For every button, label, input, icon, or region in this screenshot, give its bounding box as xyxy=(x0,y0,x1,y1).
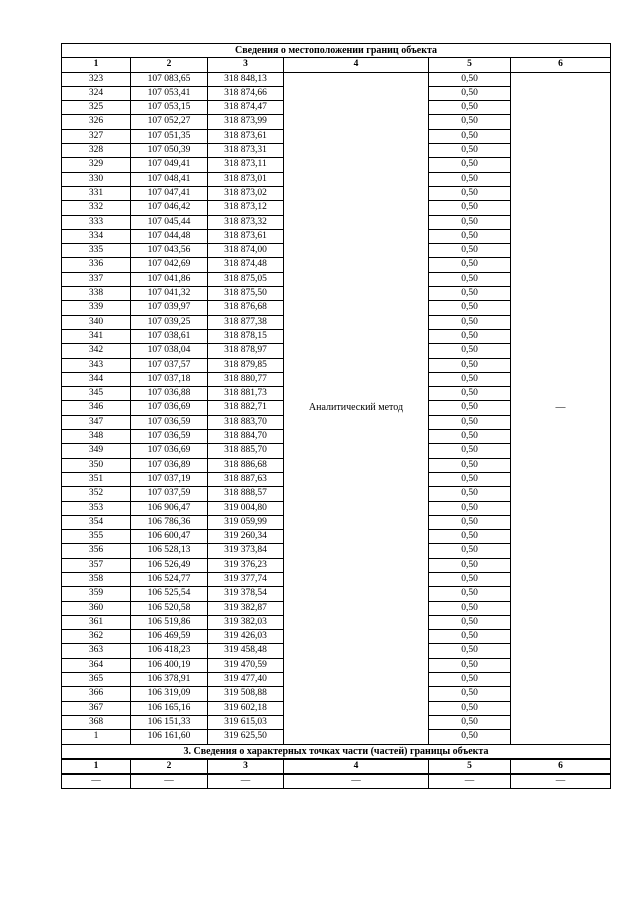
coordinate-y: 318 875,50 xyxy=(208,287,284,301)
coordinate-y: 318 886,68 xyxy=(208,458,284,472)
column-number: 5 xyxy=(429,58,511,72)
accuracy-value: 0,50 xyxy=(429,272,511,286)
accuracy-value: 0,50 xyxy=(429,201,511,215)
accuracy-value: 0,50 xyxy=(429,301,511,315)
coordinate-x: 107 045,44 xyxy=(131,215,208,229)
accuracy-value: 0,50 xyxy=(429,701,511,715)
accuracy-value: 0,50 xyxy=(429,601,511,615)
column-number: 4 xyxy=(284,58,429,72)
coordinate-x: 106 600,47 xyxy=(131,530,208,544)
accuracy-value: 0,50 xyxy=(429,444,511,458)
coordinate-y: 319 602,18 xyxy=(208,701,284,715)
accuracy-value: 0,50 xyxy=(429,658,511,672)
column-number-row xyxy=(62,58,611,72)
coordinate-x: 107 036,69 xyxy=(131,444,208,458)
point-number: 324 xyxy=(62,86,131,100)
accuracy-value: 0,50 xyxy=(429,501,511,515)
coordinate-y: 319 382,03 xyxy=(208,615,284,629)
coordinate-y: 318 873,02 xyxy=(208,186,284,200)
point-number: 362 xyxy=(62,630,131,644)
coordinate-x: 107 046,42 xyxy=(131,201,208,215)
column-number: 2 xyxy=(131,759,208,774)
empty-value-dash: — xyxy=(429,774,511,789)
coordinate-x: 107 041,86 xyxy=(131,272,208,286)
accuracy-value: 0,50 xyxy=(429,372,511,386)
point-number: 336 xyxy=(62,258,131,272)
point-number: 329 xyxy=(62,158,131,172)
point-number: 356 xyxy=(62,544,131,558)
coordinate-y: 318 882,71 xyxy=(208,401,284,415)
point-number: 341 xyxy=(62,329,131,343)
accuracy-value: 0,50 xyxy=(429,644,511,658)
coordinate-y: 319 458,48 xyxy=(208,644,284,658)
coordinate-x: 106 524,77 xyxy=(131,572,208,586)
section3-column-number-row xyxy=(62,759,611,774)
accuracy-value: 0,50 xyxy=(429,215,511,229)
empty-value-dash: — xyxy=(62,774,131,789)
accuracy-value: 0,50 xyxy=(429,401,511,415)
accuracy-value: 0,50 xyxy=(429,172,511,186)
coordinate-y: 318 873,12 xyxy=(208,201,284,215)
coordinate-y: 318 874,48 xyxy=(208,258,284,272)
point-number: 339 xyxy=(62,301,131,315)
coordinate-x: 107 036,88 xyxy=(131,387,208,401)
coordinate-y: 318 879,85 xyxy=(208,358,284,372)
point-number: 349 xyxy=(62,444,131,458)
point-number: 333 xyxy=(62,215,131,229)
column-number: 6 xyxy=(511,759,611,774)
point-number: 338 xyxy=(62,287,131,301)
accuracy-value: 0,50 xyxy=(429,387,511,401)
coordinate-y: 318 874,00 xyxy=(208,244,284,258)
accuracy-value: 0,50 xyxy=(429,630,511,644)
coordinate-y: 319 508,88 xyxy=(208,687,284,701)
column-number: 5 xyxy=(429,759,511,774)
coordinate-y: 318 873,11 xyxy=(208,158,284,172)
accuracy-value: 0,50 xyxy=(429,86,511,100)
point-number: 366 xyxy=(62,687,131,701)
point-number: 351 xyxy=(62,472,131,486)
coordinate-y: 318 873,32 xyxy=(208,215,284,229)
point-number: 352 xyxy=(62,487,131,501)
point-number: 346 xyxy=(62,401,131,415)
coordinate-x: 107 038,04 xyxy=(131,344,208,358)
coordinate-y: 318 887,63 xyxy=(208,472,284,486)
point-number: 330 xyxy=(62,172,131,186)
point-number: 358 xyxy=(62,572,131,586)
column-number: 1 xyxy=(62,759,131,774)
accuracy-value: 0,50 xyxy=(429,544,511,558)
point-number: 365 xyxy=(62,673,131,687)
coordinate-x: 106 319,09 xyxy=(131,687,208,701)
point-number: 350 xyxy=(62,458,131,472)
coordinate-x: 106 786,36 xyxy=(131,515,208,529)
point-number: 343 xyxy=(62,358,131,372)
point-number: 1 xyxy=(62,730,131,744)
empty-value-dash: — xyxy=(131,774,208,789)
coordinate-x: 107 050,39 xyxy=(131,144,208,158)
column-number: 4 xyxy=(284,759,429,774)
coordinate-x: 106 400,19 xyxy=(131,658,208,672)
column-number: 3 xyxy=(208,58,284,72)
coordinate-y: 318 874,47 xyxy=(208,101,284,115)
coordinate-x: 106 151,33 xyxy=(131,715,208,729)
point-number: 340 xyxy=(62,315,131,329)
coordinate-y: 319 377,74 xyxy=(208,572,284,586)
coordinate-x: 107 044,48 xyxy=(131,229,208,243)
accuracy-value: 0,50 xyxy=(429,515,511,529)
coordinate-x: 106 520,58 xyxy=(131,601,208,615)
point-number: 328 xyxy=(62,144,131,158)
accuracy-value: 0,50 xyxy=(429,129,511,143)
accuracy-value: 0,50 xyxy=(429,72,511,86)
table-row xyxy=(62,72,611,86)
coordinate-x: 107 052,27 xyxy=(131,115,208,129)
coordinate-y: 319 260,34 xyxy=(208,530,284,544)
empty-value-dash: — xyxy=(284,774,429,789)
accuracy-value: 0,50 xyxy=(429,572,511,586)
point-number: 323 xyxy=(62,72,131,86)
point-number: 354 xyxy=(62,515,131,529)
coordinate-x: 106 526,49 xyxy=(131,558,208,572)
coordinate-y: 319 373,84 xyxy=(208,544,284,558)
coordinate-y: 319 625,50 xyxy=(208,730,284,744)
point-number: 353 xyxy=(62,501,131,515)
point-number: 326 xyxy=(62,115,131,129)
accuracy-value: 0,50 xyxy=(429,315,511,329)
coordinate-y: 318 883,70 xyxy=(208,415,284,429)
coordinate-x: 107 041,32 xyxy=(131,287,208,301)
coordinate-y: 318 888,57 xyxy=(208,487,284,501)
coordinate-y: 319 382,87 xyxy=(208,601,284,615)
accuracy-value: 0,50 xyxy=(429,587,511,601)
section-header-row xyxy=(62,44,611,58)
column-number: 2 xyxy=(131,58,208,72)
accuracy-value: 0,50 xyxy=(429,487,511,501)
section3-row xyxy=(62,774,611,789)
coordinate-x: 107 038,61 xyxy=(131,329,208,343)
coordinate-y: 319 378,54 xyxy=(208,587,284,601)
coordinate-y: 319 477,40 xyxy=(208,673,284,687)
point-number: 342 xyxy=(62,344,131,358)
coordinate-x: 107 042,69 xyxy=(131,258,208,272)
boundary-table xyxy=(61,43,611,789)
point-number: 327 xyxy=(62,129,131,143)
coordinate-y: 318 885,70 xyxy=(208,444,284,458)
accuracy-value: 0,50 xyxy=(429,144,511,158)
accuracy-value: 0,50 xyxy=(429,458,511,472)
point-number: 348 xyxy=(62,430,131,444)
coordinate-x: 107 053,15 xyxy=(131,101,208,115)
point-number: 334 xyxy=(62,229,131,243)
coordinate-y: 319 615,03 xyxy=(208,715,284,729)
point-number: 332 xyxy=(62,201,131,215)
point-number: 357 xyxy=(62,558,131,572)
accuracy-value: 0,50 xyxy=(429,244,511,258)
column-6-value: — xyxy=(511,72,611,744)
coordinate-x: 107 047,41 xyxy=(131,186,208,200)
coordinate-x: 106 469,59 xyxy=(131,630,208,644)
point-number: 331 xyxy=(62,186,131,200)
coordinate-x: 107 036,69 xyxy=(131,401,208,415)
coordinate-x: 107 039,97 xyxy=(131,301,208,315)
empty-value-dash: — xyxy=(511,774,611,789)
coordinate-y: 319 004,80 xyxy=(208,501,284,515)
coordinate-x: 107 037,19 xyxy=(131,472,208,486)
coordinate-x: 106 906,47 xyxy=(131,501,208,515)
coordinate-x: 106 528,13 xyxy=(131,544,208,558)
coordinate-x: 107 043,56 xyxy=(131,244,208,258)
empty-value-dash: — xyxy=(208,774,284,789)
coordinate-x: 107 053,41 xyxy=(131,86,208,100)
column-number: 6 xyxy=(511,58,611,72)
coordinate-y: 318 881,73 xyxy=(208,387,284,401)
accuracy-value: 0,50 xyxy=(429,472,511,486)
coordinate-y: 318 873,61 xyxy=(208,129,284,143)
accuracy-value: 0,50 xyxy=(429,730,511,744)
coordinate-y: 318 880,77 xyxy=(208,372,284,386)
accuracy-value: 0,50 xyxy=(429,358,511,372)
point-number: 363 xyxy=(62,644,131,658)
accuracy-value: 0,50 xyxy=(429,287,511,301)
coordinate-x: 106 165,16 xyxy=(131,701,208,715)
coordinate-x: 106 525,54 xyxy=(131,587,208,601)
coordinate-x: 106 519,86 xyxy=(131,615,208,629)
coordinate-y: 318 873,99 xyxy=(208,115,284,129)
point-number: 337 xyxy=(62,272,131,286)
coordinate-y: 318 878,97 xyxy=(208,344,284,358)
coordinate-x: 107 037,18 xyxy=(131,372,208,386)
point-number: 347 xyxy=(62,415,131,429)
column-number: 1 xyxy=(62,58,131,72)
coordinate-x: 107 083,65 xyxy=(131,72,208,86)
point-number: 361 xyxy=(62,615,131,629)
point-number: 335 xyxy=(62,244,131,258)
section3-header: 3. Сведения о характерных точках части (частей) границы объекта xyxy=(62,744,611,759)
coordinate-y: 319 376,23 xyxy=(208,558,284,572)
point-number: 344 xyxy=(62,372,131,386)
coordinate-y: 318 873,01 xyxy=(208,172,284,186)
coordinate-x: 107 037,59 xyxy=(131,487,208,501)
coordinate-y: 318 875,05 xyxy=(208,272,284,286)
coordinate-x: 107 037,57 xyxy=(131,358,208,372)
accuracy-value: 0,50 xyxy=(429,430,511,444)
accuracy-value: 0,50 xyxy=(429,258,511,272)
coordinate-x: 107 051,35 xyxy=(131,129,208,143)
accuracy-value: 0,50 xyxy=(429,329,511,343)
accuracy-value: 0,50 xyxy=(429,673,511,687)
method-cell: Аналитический метод xyxy=(284,72,429,744)
coordinate-y: 318 878,15 xyxy=(208,329,284,343)
coordinate-y: 318 884,70 xyxy=(208,430,284,444)
section3-header-row xyxy=(62,744,611,759)
section-header: Сведения о местоположении границ объекта xyxy=(62,44,611,58)
coordinate-x: 107 036,59 xyxy=(131,415,208,429)
coordinate-x: 107 049,41 xyxy=(131,158,208,172)
accuracy-value: 0,50 xyxy=(429,229,511,243)
coordinate-x: 107 048,41 xyxy=(131,172,208,186)
accuracy-value: 0,50 xyxy=(429,558,511,572)
coordinate-y: 319 059,99 xyxy=(208,515,284,529)
coordinate-x: 106 161,60 xyxy=(131,730,208,744)
coordinate-x: 107 036,89 xyxy=(131,458,208,472)
column-number: 3 xyxy=(208,759,284,774)
coordinate-x: 106 378,91 xyxy=(131,673,208,687)
coordinate-y: 318 874,66 xyxy=(208,86,284,100)
coordinate-y: 319 470,59 xyxy=(208,658,284,672)
point-number: 360 xyxy=(62,601,131,615)
coordinate-y: 318 876,68 xyxy=(208,301,284,315)
accuracy-value: 0,50 xyxy=(429,715,511,729)
point-number: 367 xyxy=(62,701,131,715)
point-number: 359 xyxy=(62,587,131,601)
coordinate-x: 107 039,25 xyxy=(131,315,208,329)
accuracy-value: 0,50 xyxy=(429,101,511,115)
accuracy-value: 0,50 xyxy=(429,530,511,544)
accuracy-value: 0,50 xyxy=(429,186,511,200)
point-number: 364 xyxy=(62,658,131,672)
point-number: 345 xyxy=(62,387,131,401)
coordinate-x: 107 036,59 xyxy=(131,430,208,444)
coordinate-y: 319 426,03 xyxy=(208,630,284,644)
coordinate-y: 318 873,61 xyxy=(208,229,284,243)
accuracy-value: 0,50 xyxy=(429,615,511,629)
coordinate-y: 318 848,13 xyxy=(208,72,284,86)
point-number: 368 xyxy=(62,715,131,729)
coordinate-y: 318 873,31 xyxy=(208,144,284,158)
point-number: 355 xyxy=(62,530,131,544)
accuracy-value: 0,50 xyxy=(429,687,511,701)
point-number: 325 xyxy=(62,101,131,115)
accuracy-value: 0,50 xyxy=(429,344,511,358)
accuracy-value: 0,50 xyxy=(429,158,511,172)
accuracy-value: 0,50 xyxy=(429,415,511,429)
coordinate-y: 318 877,38 xyxy=(208,315,284,329)
coordinate-x: 106 418,23 xyxy=(131,644,208,658)
accuracy-value: 0,50 xyxy=(429,115,511,129)
